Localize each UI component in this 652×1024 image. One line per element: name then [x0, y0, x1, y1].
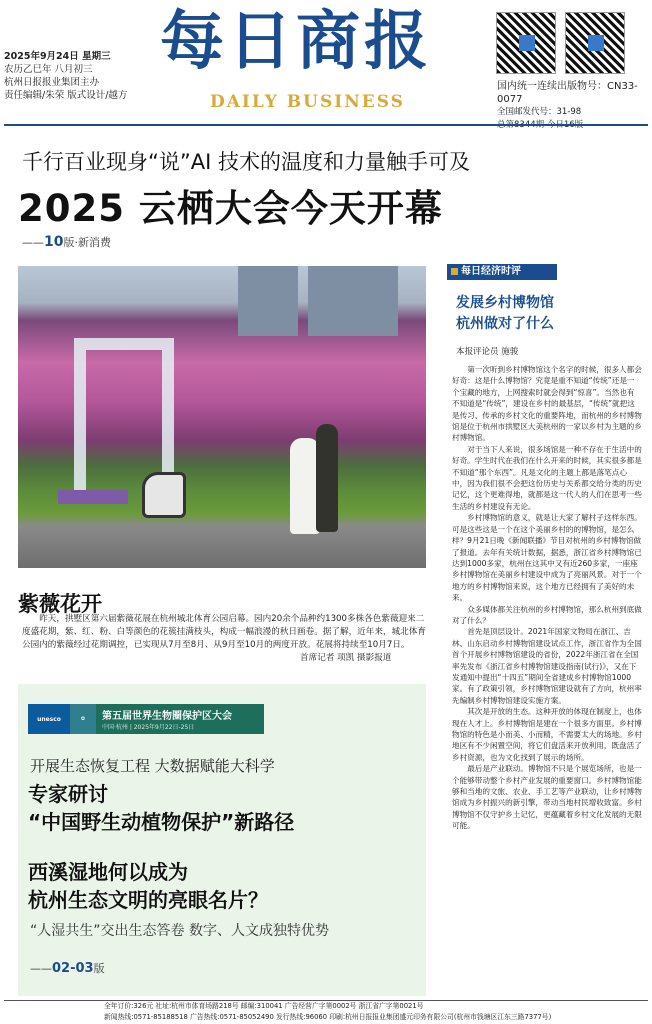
issn: 国内统一连续出版物号：CN33-0077 [497, 81, 638, 105]
footer-line-2: 新闻热线:0571-85188518 广告热线:0571-85052490 发行热线:96060 印刷:杭州日报报业集团盛元印务有限公司(杭州市钱塘区江东三路7377号) [104, 1013, 552, 1021]
lead-page-section: 版·新消费 [63, 236, 111, 249]
publisher: 杭州日报报业集团主办 [4, 77, 100, 88]
masthead-info-left [4, 50, 164, 102]
feature-page-ref[interactable]: ——02-03版 [30, 961, 105, 976]
feature-page-unit: 版 [93, 962, 105, 975]
photo-credit: 首席记者 项凯 摄影报道 [300, 653, 392, 663]
banner-info: 中国·杭州 | 2025年9月22日-25日 [102, 724, 195, 731]
lunar-date: 农历乙巳年 八月初三 [4, 64, 93, 75]
masthead-divider [4, 124, 648, 126]
biosphere-feature-box [18, 684, 426, 996]
commentary-paragraph: 众多媒体都关注杭州的乡村博物馆，那么杭州到底做对了什么？ [452, 604, 642, 625]
commentary-paragraph: 乡村博物馆的意义，就是让大家了解村子这样东西。可是这些这是一个在这个美丽乡村的的博物馆，是怎么样？9月21日晚《新闻联播》节目对杭州的乡村博物馆做了报道。去年有关统计数据，据悉，浙江省乡村博物馆已达到1000多家，杭州在这其中又有近260多家，一座座乡村博物馆在美丽乡村建设中成为了亮丽风景。对于一个地方的乡村博物馆来说，这个地方已经拥有了美好的未来。 [452, 513, 642, 603]
newspaper-title: 每日商报 [160, 4, 432, 79]
commentary-author: 本报评论员 施骏 [456, 347, 519, 357]
feature-headline-2[interactable]: “中国野生动植物保护”新路径 [28, 810, 295, 834]
post-code: 全国邮发代号：31-98 [497, 107, 582, 117]
commentary-paragraph: 第一次听到乡村博物馆这个名字的时候，很多人都会好奇：这是什么博物馆？究竟是重不知道“传统”还是一个宝藏的地方，上网搜索时就会得到“惊喜”。当然也有不知道是“传统”，建设在乡村的最基层，“传统”就把这是传习、传承的乡村文化的重要阵地，而杭州的乡村博物馆是位于杭州市拱墅区大美杭州的一家以乡村为主题的乡村博物馆。 [452, 365, 642, 443]
footer-line-1: 全年订价:326元 社址:杭州市体育场路218号 邮编:310041 广告经营广字第0002号 浙江省广字第0021号 [104, 1002, 424, 1010]
commentary-title-1[interactable]: 发展乡村博物馆 [456, 295, 554, 311]
masthead [0, 0, 652, 122]
qr-code-icon[interactable] [565, 12, 625, 74]
photo-story-title[interactable]: 紫薇花开 [18, 592, 102, 616]
feature-page-number: 02-03 [52, 961, 94, 976]
issue-date: 2025年9月24日 星期三 [4, 51, 111, 62]
feature-headline-1[interactable]: 专家研讨 [28, 782, 108, 806]
unesco-logo: unesco [28, 704, 70, 734]
conference-banner [28, 704, 264, 734]
commentary-title-2[interactable]: 杭州做对了什么 [456, 316, 554, 332]
commentary-body [452, 364, 642, 1000]
mab-logo-icon: ✿ [70, 704, 96, 734]
feature-headline-4[interactable]: 杭州生态文明的亮眼名片？ [28, 888, 268, 912]
footer [4, 1000, 648, 1024]
qr-code-icon[interactable] [496, 12, 556, 74]
stroller-shape [142, 472, 186, 518]
editors: 责任编辑/朱荣 版式设计/越方 [4, 90, 128, 101]
commentary-paragraph: 最后是产业联动。博物馆不只是个展览场所，也是一个能够带动整个乡村产业发展的重要窗口。乡村博物馆能够和当地的文旅、农业、手工艺等产业联动，让乡村博物馆成为乡村振兴的新引擎，带动当地村民增收致富。乡村博物馆不仅守护乡土记忆，更蕴藏着乡村文化发展的无限可能。 [452, 764, 642, 831]
building-shape [238, 266, 298, 336]
lead-headline[interactable]: 2025 云栖大会今天开幕 [18, 187, 443, 230]
lead-page-number: 10 [44, 234, 64, 250]
lead-subheadline[interactable]: 千行百业现身“说”AI 技术的温度和力量触手可及 [22, 150, 470, 174]
arch-base-shape [58, 490, 128, 504]
feature-headline-3[interactable]: 西溪湿地何以成为 [28, 860, 188, 884]
feature-subheadline: “人湿共生”交出生态答卷 数字、人文成独特优势 [30, 923, 329, 939]
banner-title: 第五届世界生物圈保护区大会 [102, 711, 232, 722]
building-shape [308, 266, 398, 336]
crape-myrtle-photo [18, 266, 426, 568]
lead-page-ref[interactable]: ——10版·新消费 [22, 234, 111, 250]
commentary-tag: 每日经济时评 [447, 264, 557, 280]
person-shape [316, 424, 338, 532]
feature-kicker: 开展生态恢复工程 大数据赋能大科学 [30, 757, 275, 775]
commentary-paragraph: 首先是顶层设计。2021年国家文物局在浙江、吉林、山东启动乡村博物馆建设试点工作，浙江省作为全国首个开展乡村博物馆建设的省份，2022年浙江省在全国率先发布《浙江省乡村博物馆建设指南(试行)》，又在下发通知中提出“十四五”期间全省建成乡村博物馆1000家。有了政策引领，乡村博物馆建设就有了方向，杭州率先编制乡村博物馆建设实施方案。 [452, 627, 642, 705]
commentary-paragraph: 对于当下人来说，很多场馆是一种不存在于生活中的好奇。学生时代在我们在什么开来的时候，其实很多都是不知道“那个东西”。凡是文化的主题上都是落笔点心中，因为我们很不会把这份历史与关系都交给分类的历史记忆，这个更难得地，就都是这一代人的人们在思考一些生活的乡村建设有无论。 [452, 444, 642, 511]
commentary-paragraph: 其次是开放的生态。这种开放的体现在制度上，也体现在人才上。乡村博物馆是建在一个很多方面里。乡村博物馆的特色是小而美、小而精，不需要太大的场地。乡村地区有不少闲置空间，将它们盘活来开放利用，既盘活了乡村资源，也为文化找到了展示的场所。 [452, 707, 642, 762]
photo-story-body: 昨天，拱墅区第六届紫薇花展在杭州城北体育公园启幕。园内20余个品种约1300多株各色紫薇迎来二度盛花期，紫、红、粉、白等颜色的花簇挂满枝头，构成一幅浪漫的秋日画卷。据了解，近年来，城北体育公园内的紫薇经过花期调控，已实现从7月至8月、从9月至10月的两度开放。花展将持续至10月7日。 [22, 614, 426, 650]
newspaper-subtitle: DAILY BUSINESS [210, 92, 405, 112]
